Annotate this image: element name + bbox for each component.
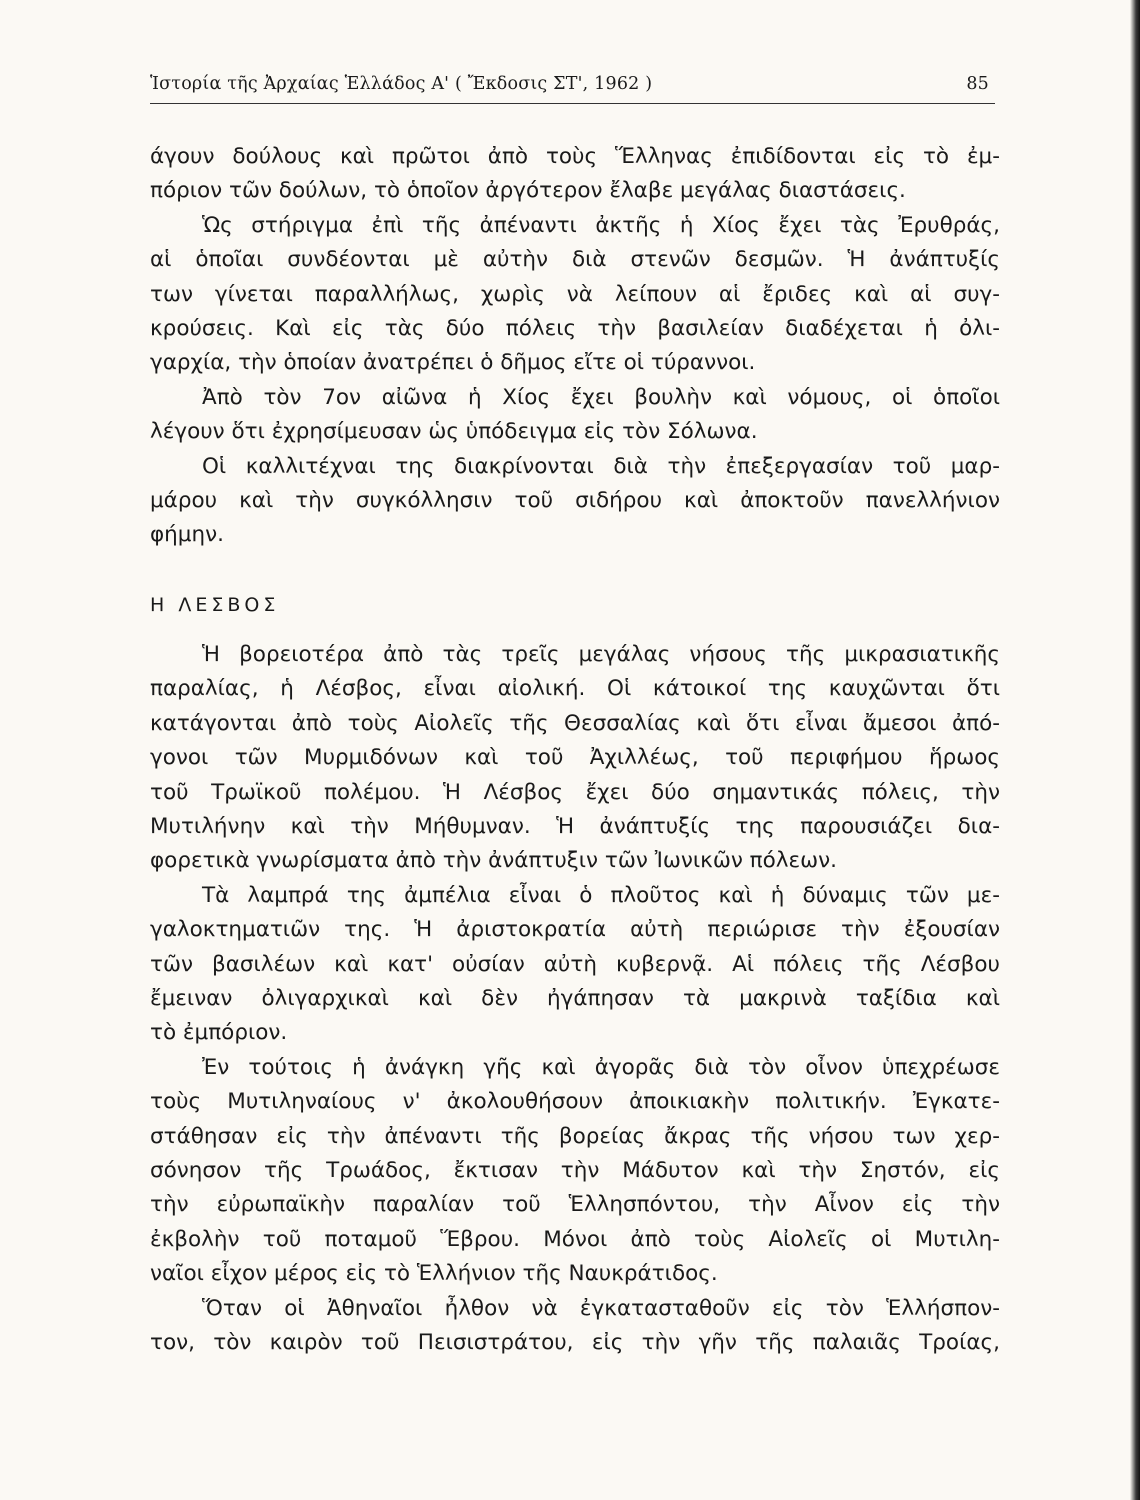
text-line: παραλίας, ἡ Λέσβος, εἶναι αἰολική. Οἱ κάτοικοί της καυχῶνται ὅτι — [150, 676, 1000, 702]
paragraph — [150, 879, 1000, 1051]
text-line: τοὺς Μυτιληναίους ν' ἀκολουθήσουν ἀποικιακὴν πολιτικήν. Ἐγκατε- — [150, 1089, 1000, 1115]
text-line: τον, τὸν καιρὸν τοῦ Πεισιστράτου, εἰς τὴν γῆν τῆς παλαιᾶς Τροίας, — [150, 1329, 1000, 1355]
paragraph — [150, 140, 1000, 209]
text-line: ἔμειναν ὀλιγαρχικαὶ καὶ δὲν ἠγάπησαν τὰ μακρινὰ ταξίδια καὶ — [150, 985, 1000, 1011]
page-edge-shadow — [1130, 0, 1140, 1500]
text-line: των γίνεται παραλλήλως, χωρὶς νὰ λείπουν αἱ ἔριδες καὶ αἱ συγ- — [150, 281, 1000, 307]
paragraph — [150, 638, 1000, 879]
paragraph — [150, 450, 1000, 553]
paragraph — [150, 209, 1000, 381]
text-line: Ἀπὸ τὸν 7ον αἰῶνα ἡ Χίος ἔχει βουλὴν καὶ νόμους, οἱ ὁποῖοι — [202, 384, 1000, 410]
body-text — [150, 140, 1000, 1360]
text-line: τὴν εὐρωπαϊκὴν παραλίαν τοῦ Ἑλλησπόντου, τὴν Αἶνον εἰς τὴν — [150, 1192, 1000, 1218]
text-line: Οἱ καλλιτέχναι της διακρίνονται διὰ τὴν ἐπεξεργασίαν τοῦ μαρ- — [202, 453, 1000, 479]
text-line: γαλοκτηματιῶν της. Ἡ ἀριστοκρατία αὐτὴ περιώρισε τὴν ἐξουσίαν — [150, 917, 1000, 943]
text-line: κρούσεις. Καὶ εἰς τὰς δύο πόλεις τὴν βασιλείαν διαδέχεται ἡ ὀλι- — [150, 315, 1000, 341]
running-title: Ἱστορία τῆς Ἀρχαίας Ἑλλάδος Α' ( Ἔκδοσις ΣΤ', 1962 ) — [150, 74, 653, 94]
text-line: γονοι τῶν Μυρμιδόνων καὶ τοῦ Ἀχιλλέως, τοῦ περιφήμου ἥρωος — [150, 745, 1000, 771]
text-line: τὸ ἐμπόριον. — [150, 1020, 288, 1046]
text-line: άγουν δούλους καὶ πρῶτοι ἀπὸ τοὺς Ἕλληνας ἐπιδίδονται εἰς τὸ ἐμ- — [150, 144, 1000, 169]
text-line: φήμην. — [150, 522, 224, 548]
text-line: αἱ ὁποῖαι συνδέονται μὲ αὐτὴν διὰ στενῶν δεσμῶν. Ἡ ἀνάπτυξίς — [150, 247, 1000, 273]
text-line: τοῦ Τρωϊκοῦ πολέμου. Ἡ Λέσβος ἔχει δύο σημαντικάς πόλεις, τὴν — [150, 779, 1000, 805]
paragraph — [150, 1292, 1000, 1361]
text-line: σόνησον τῆς Τρωάδος, ἔκτισαν τὴν Μάδυτον καὶ τὴν Σηστόν, εἰς — [150, 1157, 1000, 1183]
text-line: Ἡ βορειοτέρα ἀπὸ τὰς τρεῖς μεγάλας νήσους τῆς μικρασιατικῆς — [202, 642, 1000, 668]
paragraph — [150, 1051, 1000, 1292]
text-line: Ὅταν οἱ Ἀθηναῖοι ἦλθον νὰ ἐγκατασταθοῦν εἰς τὸν Ἑλλήσπον- — [202, 1295, 1000, 1321]
text-line: πόριον τῶν δούλων, τὸ ὁποῖον ἀργότερον ἔλαβε μεγάλας διαστάσεις. — [150, 178, 906, 204]
text-line: Μυτιλήνην καὶ τὴν Μήθυμναν. Ἡ ἀνάπτυξίς της παρουσιάζει δια- — [150, 814, 1000, 840]
paragraph — [150, 381, 1000, 450]
text-line: γαρχία, τὴν ὁποίαν ἀνατρέπει ὁ δῆμος εἴτε οἱ τύραννοι. — [150, 350, 756, 376]
text-line: ναῖοι εἶχον μέρος εἰς τὸ Ἑλλήνιον τῆς Ναυκράτιδος. — [150, 1261, 718, 1287]
text-line: Ὡς στήριγμα ἐπὶ τῆς ἀπέναντι ἀκτῆς ἡ Χίος ἔχει τὰς Ἐρυθράς, — [202, 212, 1000, 238]
text-line: φορετικὰ γνωρίσματα ἀπὸ τὴν ἀνάπτυξιν τῶν Ἰωνικῶν πόλεων. — [150, 848, 837, 874]
text-line: λέγουν ὅτι ἐχρησίμευσαν ὡς ὑπόδειγμα εἰς τὸν Σόλωνα. — [150, 419, 758, 445]
text-line: Τὰ λαμπρά της ἀμπέλια εἶναι ὁ πλοῦτος καὶ ἡ δύναμις τῶν με- — [202, 882, 1000, 908]
page-number: 85 — [966, 74, 989, 94]
text-line: τῶν βασιλέων καὶ κατ' οὐσίαν αὐτὴ κυβερνᾷ. Αἱ πόλεις τῆς Λέσβου — [150, 951, 1000, 977]
text-line: Ἐν τούτοις ἡ ἀνάγκη γῆς καὶ ἀγορᾶς διὰ τὸν οἶνον ὑπεχρέωσε — [202, 1054, 1000, 1080]
text-line: ἐκβολὴν τοῦ ποταμοῦ Ἕβρου. Μόνοι ἀπὸ τοὺς Αἰολεῖς οἱ Μυτιλη- — [150, 1226, 1000, 1252]
running-header — [150, 70, 995, 102]
text-line: κατάγονται ἀπὸ τοὺς Αἰολεῖς τῆς Θεσσαλίας καὶ ὅτι εἶναι ἄμεσοι ἀπό- — [150, 710, 1000, 736]
section-heading: Η ΛΕΣΒΟΣ — [150, 593, 280, 616]
text-line: μάρου καὶ τὴν συγκόλλησιν τοῦ σιδήρου καὶ ἀποκτοῦν πανελλήνιον — [150, 487, 1000, 513]
text-line: στάθησαν εἰς τὴν ἀπέναντι τῆς βορείας ἄκρας τῆς νήσου των χερ- — [150, 1123, 1000, 1149]
header-rule — [150, 103, 995, 104]
